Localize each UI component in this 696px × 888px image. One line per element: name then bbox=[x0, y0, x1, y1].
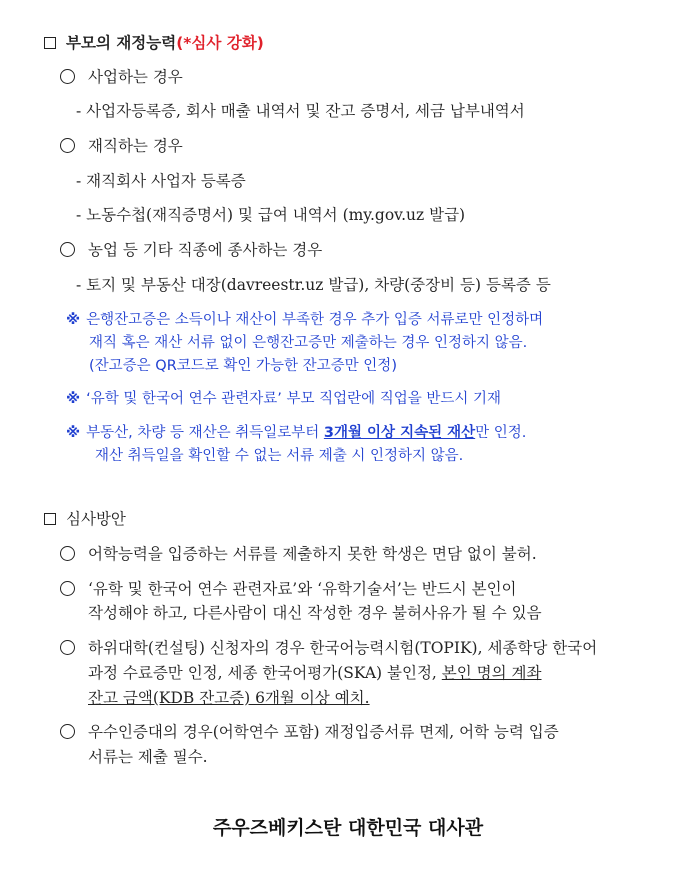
note-bank-balance-line1: ※ 은행잔고증은 소득이나 재산이 부족한 경우 추가 입증 서류로만 인정하며 bbox=[66, 312, 544, 328]
reference-mark-icon: ※ bbox=[66, 425, 81, 441]
circle-bullet-icon bbox=[60, 640, 75, 655]
case-employed-item-2: - 노동수첩(재직증명서) 및 급여 내역서 (my.gov.uz 발급) bbox=[76, 206, 466, 224]
note-property-emphasis: 3개월 이상 지속된 재산 bbox=[323, 425, 476, 441]
circle-bullet-icon bbox=[60, 242, 75, 257]
note-property-line1: ※ 부동산, 차량 등 재산은 취득일로부터 3개월 이상 지속된 재산만 인정. bbox=[66, 425, 527, 441]
circle-bullet-icon bbox=[60, 581, 75, 596]
section2-heading: 심사방안 bbox=[44, 509, 126, 529]
heading-note: (*심사 강화) bbox=[176, 34, 264, 52]
review-item-3-underline: 본인 명의 계좌 bbox=[441, 664, 542, 682]
case-business-title: 사업하는 경우 bbox=[60, 67, 183, 87]
review-item-3-line2: 과정 수료증만 인정, 세종 한국어평가(SKA) 불인정, 본인 명의 계좌 bbox=[88, 664, 542, 682]
case-business-item: - 사업자등록증, 회사 매출 내역서 및 잔고 증명서, 세금 납부내역서 bbox=[76, 102, 525, 120]
case-employed-item-1: - 재직회사 사업자 등록증 bbox=[76, 172, 246, 190]
note-bank-balance-line3: (잔고증은 QR코드로 확인 가능한 잔고증만 인정) bbox=[89, 358, 397, 374]
reference-mark-icon: ※ bbox=[66, 391, 81, 407]
review-item-4-line1: 우수인증대의 경우(어학연수 포함) 재정입증서류 면제, 어학 능력 입증 bbox=[60, 722, 559, 742]
reference-mark-icon: ※ bbox=[66, 312, 81, 328]
embassy-signature: 주우즈베키스탄 대한민국 대사관 bbox=[212, 817, 484, 839]
case-other-item: - 토지 및 부동산 대장(davreestr.uz 발급), 차량(중장비 등) 등록증 등 bbox=[76, 276, 551, 294]
review-item-3-line1: 하위대학(컨설팅) 신청자의 경우 한국어능력시험(TOPIK), 세종학당 한국어 bbox=[60, 638, 597, 658]
review-item-2-line1: ‘유학 및 한국어 연수 관련자료’와 ‘유학기술서’는 반드시 본인이 bbox=[60, 579, 517, 599]
note-property-line2: 재산 취득일을 확인할 수 없는 서류 제출 시 인정하지 않음. bbox=[95, 448, 464, 464]
note-parent-occupation: ※ ‘유학 및 한국어 연수 관련자료’ 부모 직업란에 직업을 반드시 기재 bbox=[66, 391, 501, 407]
review-item-2-line2: 작성해야 하고, 다른사람이 대신 작성한 경우 불허사유가 될 수 있음 bbox=[88, 604, 542, 622]
circle-bullet-icon bbox=[60, 138, 75, 153]
review-item-1: 어학능력을 입증하는 서류를 제출하지 못한 학생은 면담 없이 불허. bbox=[60, 544, 537, 564]
circle-bullet-icon bbox=[60, 546, 75, 561]
checkbox-square-icon bbox=[44, 37, 56, 49]
circle-bullet-icon bbox=[60, 724, 75, 739]
section1-heading: 부모의 재정능력(*심사 강화) bbox=[44, 33, 264, 53]
case-other-title: 농업 등 기타 직종에 종사하는 경우 bbox=[60, 240, 322, 260]
circle-bullet-icon bbox=[60, 69, 75, 84]
review-item-3-line3: 잔고 금액(KDB 잔고증) 6개월 이상 예치. bbox=[88, 689, 370, 707]
review-item-4-line2: 서류는 제출 필수. bbox=[88, 748, 208, 766]
checkbox-square-icon bbox=[44, 513, 56, 525]
case-employed-title: 재직하는 경우 bbox=[60, 136, 183, 156]
note-bank-balance-line2: 재직 혹은 재산 서류 없이 은행잔고증만 제출하는 경우 인정하지 않음. bbox=[89, 335, 528, 351]
